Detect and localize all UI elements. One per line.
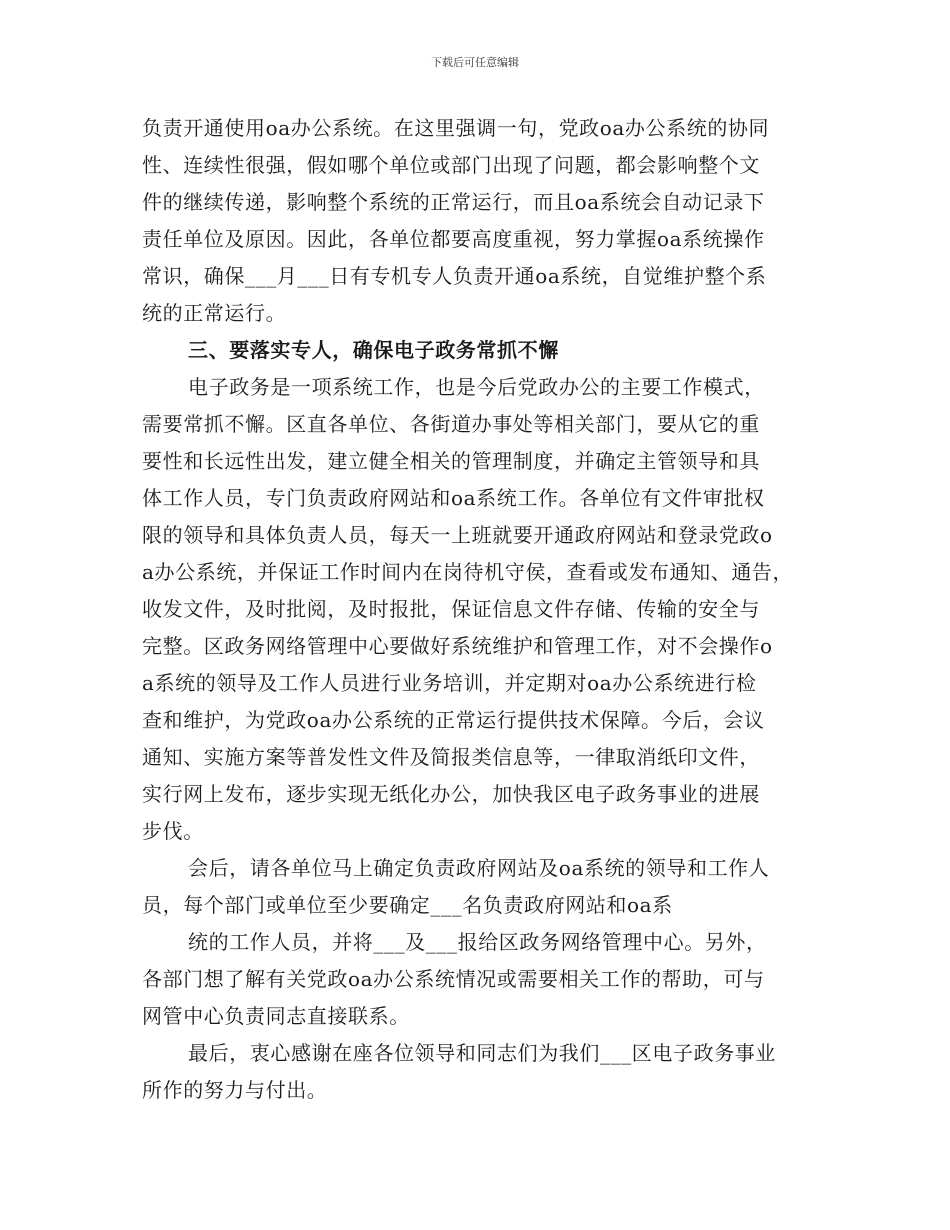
- body-line: 查和维护，为党政oa办公系统的正常运行提供技术保障。今后，会议: [142, 708, 765, 732]
- body-line: 负责开通使用oa办公系统。在这里强调一句，党政oa办公系统的协同: [142, 116, 770, 140]
- body-line: 员，每个部门或单位至少要确定___名负责政府网站和oa系: [142, 893, 673, 917]
- body-line: 最后，衷心感谢在座各位领导和同志们为我们___区电子政务事业: [188, 1041, 776, 1065]
- page-header-note: 下载后可任意编辑: [431, 56, 519, 69]
- body-line: 体工作人员，专门负责政府网站和oa系统工作。各单位有文件审批权: [142, 486, 765, 510]
- section-heading: 三、要落实专人，确保电子政务常抓不懈: [188, 338, 559, 362]
- body-line: 步伐。: [142, 819, 204, 843]
- body-line: 会后，请各单位马上确定负责政府网站及oa系统的领导和工作人: [188, 856, 770, 880]
- body-line: a办公系统，并保证工作时间内在岗待机守侯，查看或发布通知、通告，: [142, 560, 794, 584]
- body-line: 各部门想了解有关党政oa办公系统情况或需要相关工作的帮助，可与: [142, 967, 765, 991]
- body-line: 实行网上发布，逐步实现无纸化办公，加快我区电子政务事业的进展: [142, 782, 760, 806]
- body-line: 完整。区政务网络管理中心要做好系统维护和管理工作，对不会操作o: [142, 634, 773, 658]
- body-line: 统的正常运行。: [142, 301, 287, 325]
- body-line: 常识，确保___月___日有专机专人负责开通oa系统，自觉维护整个系: [142, 264, 767, 288]
- body-line: a系统的领导及工作人员进行业务培训，并定期对oa办公系统进行检: [142, 671, 757, 695]
- body-line: 电子政务是一项系统工作，也是今后党政办公的主要工作模式，: [188, 375, 765, 399]
- body-line: 责任单位及原因。因此，各单位都要高度重视，努力掌握oa系统操作: [142, 227, 765, 251]
- body-line: 所作的努力与付出。: [142, 1078, 328, 1102]
- body-line: 性、连续性很强，假如哪个单位或部门出现了问题，都会影响整个文: [142, 153, 760, 177]
- body-line: 件的继续传递，影响整个系统的正常运行，而且oa系统会自动记录下: [142, 190, 765, 214]
- body-line: 统的工作人员，并将___及___报给区政务网络管理中心。另外，: [188, 930, 767, 954]
- body-line: 网管中心负责同志直接联系。: [142, 1004, 410, 1028]
- body-line: 通知、实施方案等普发性文件及简报类信息等，一律取消纸印文件，: [142, 745, 760, 769]
- body-line: 收发文件，及时批阅，及时报批，保证信息文件存储、传输的安全与: [142, 597, 760, 621]
- body-line: 需要常抓不懈。区直各单位、各街道办事处等相关部门，要从它的重: [142, 412, 760, 436]
- body-line: 限的领导和具体负责人员，每天一上班就要开通政府网站和登录党政o: [142, 523, 773, 547]
- body-line: 要性和长远性出发，建立健全相关的管理制度，并确定主管领导和具: [142, 449, 760, 473]
